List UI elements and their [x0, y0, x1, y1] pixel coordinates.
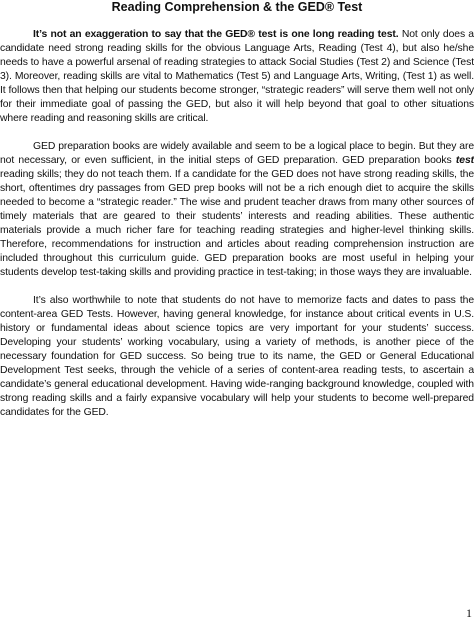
document-body	[0, 28, 474, 434]
paragraph-3-text: It’s also worthwhile to note that students do not have to memorize facts and dates to pass the content-area GED Tests. However, having general knowledge, for instance about critical events in U.S. history or fundamental ideas about science topics are very important for your students’ success. Developing your students’ working vocabulary, using a variety of methods, is another piece of the necessary foundation for GED success. So being true to its name, the GED or General Educational Development Test seeks, through the vehicle of a series of content-area reading tests, to ascertain a candidate’s general educational development. Having wide-ranging background knowledge, coupled with strong reading skills and a fairly expansive vocabulary will help your students to become well-prepared candidates for the GED.	[0, 295, 474, 418]
paragraph-1	[0, 28, 474, 126]
paragraph-2	[0, 140, 474, 280]
paragraph-2-text-after: reading skills; they do not teach them. If a candidate for the GED does not have strong reading skills, the short, oftentimes dry passages from GED prep books will not be a rich enough diet to acquire the skills needed to become a “strategic reader.” The wise and prudent teacher draws from many other sources of timely materials that are geared to their students’ interests and reading abilities. These authentic materials provide a much richer fare for teaching reading strategies and higher-level thinking skills. Therefore, recommendations for instruction and articles about reading comprehension instruction are included throughout this curriculum guide. GED preparation books are most useful in helping your students develop test-taking skills and providing practice in test-taking; in those ways they are invaluable.	[0, 169, 474, 278]
paragraph-2-emphasis: test	[455, 155, 474, 166]
paragraph-1-lead: It’s not an exaggeration to say that the GED® test is one long reading test.	[33, 29, 399, 40]
page-number: 1	[466, 606, 472, 620]
document-title: Reading Comprehension & the GED® Test	[111, 0, 363, 14]
paragraph-3	[0, 294, 474, 420]
paragraph-2-text-before: GED preparation books are widely available and seem to be a logical place to begin. But they are not necessary, or even sufficient, in the initial steps of GED preparation. GED preparation books	[0, 141, 474, 166]
paragraph-1-text: Not only does a candidate need strong reading skills for the obvious Language Arts, Reading (Test 4), but also he/she needs to have a powerful arsenal of reading strategies to attack Social Studies (Test 2) and Science (Test 3). Moreover, reading skills are vital to Mathematics (Test 5) and Language Arts, Writing, (Test 1) as well. It follows then that helping our students become stronger, “strategic readers” will serve them well not only for their immediate goal of passing the GED, but also it will help beyond that goal to other situations where reading and reasoning skills are critical.	[0, 29, 474, 124]
